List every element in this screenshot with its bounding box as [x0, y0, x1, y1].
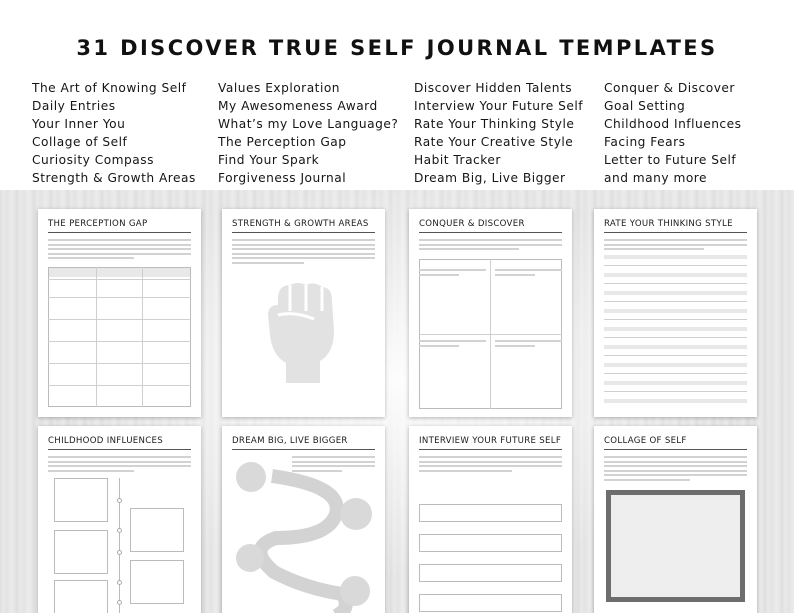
list-item: Find Your Spark	[218, 153, 320, 167]
page-preview-rate-thinking	[594, 209, 757, 417]
page-title: 31 DISCOVER TRUE SELF JOURNAL TEMPLATES	[76, 36, 718, 60]
list-item: Conquer & Discover	[604, 81, 735, 95]
card-title: CHILDHOOD INFLUENCES	[48, 436, 164, 446]
template-list-column	[414, 79, 583, 187]
list-item: Values Exploration	[218, 81, 341, 95]
fist-icon	[254, 271, 354, 383]
card-title: CONQUER & DISCOVER	[419, 219, 525, 229]
page-preview-conquer-discover	[409, 209, 572, 417]
list-item: The Art of Knowing Self	[32, 81, 187, 95]
list-item: What’s my Love Language?	[218, 117, 399, 131]
list-item: Discover Hidden Talents	[414, 81, 573, 95]
list-item: Habit Tracker	[414, 153, 501, 167]
template-list-column	[604, 79, 741, 187]
list-item: Strength & Growth Areas	[32, 171, 196, 185]
card-title: INTERVIEW YOUR FUTURE SELF	[419, 436, 562, 446]
list-item: Daily Entries	[32, 99, 116, 113]
list-item: Childhood Influences	[604, 117, 742, 131]
list-item: Your Inner You	[32, 117, 126, 131]
card-title: THE PERCEPTION GAP	[48, 219, 148, 229]
list-item: Collage of Self	[32, 135, 128, 149]
template-list	[0, 79, 794, 189]
card-title: RATE YOUR THINKING STYLE	[604, 219, 733, 229]
card-title: DREAM BIG, LIVE BIGGER	[232, 436, 348, 446]
list-item: and many more	[604, 171, 708, 185]
list-item: Interview Your Future Self	[414, 99, 584, 113]
list-item: Rate Your Creative Style	[414, 135, 574, 149]
list-item: Letter to Future Self	[604, 153, 737, 167]
page-preview-perception-gap	[38, 209, 201, 417]
page-preview-strength-growth	[222, 209, 385, 417]
template-list-column	[218, 79, 398, 187]
page-preview-dream-big	[222, 426, 385, 613]
template-list-column	[32, 79, 196, 187]
list-item: My Awesomeness Award	[218, 99, 378, 113]
list-item: Curiosity Compass	[32, 153, 154, 167]
page-preview-childhood-influences	[38, 426, 201, 613]
list-item: Rate Your Thinking Style	[414, 117, 575, 131]
page-preview-interview-future-self	[409, 426, 572, 613]
list-item: Facing Fears	[604, 135, 686, 149]
card-title: STRENGTH & GROWTH AREAS	[232, 219, 369, 229]
card-title: COLLAGE OF SELF	[604, 436, 687, 446]
list-item: The Perception Gap	[218, 135, 347, 149]
list-item: Dream Big, Live Bigger	[414, 171, 566, 185]
page-preview-collage-of-self	[594, 426, 757, 613]
list-item: Goal Setting	[604, 99, 686, 113]
list-item: Forgiveness Journal	[218, 171, 347, 185]
